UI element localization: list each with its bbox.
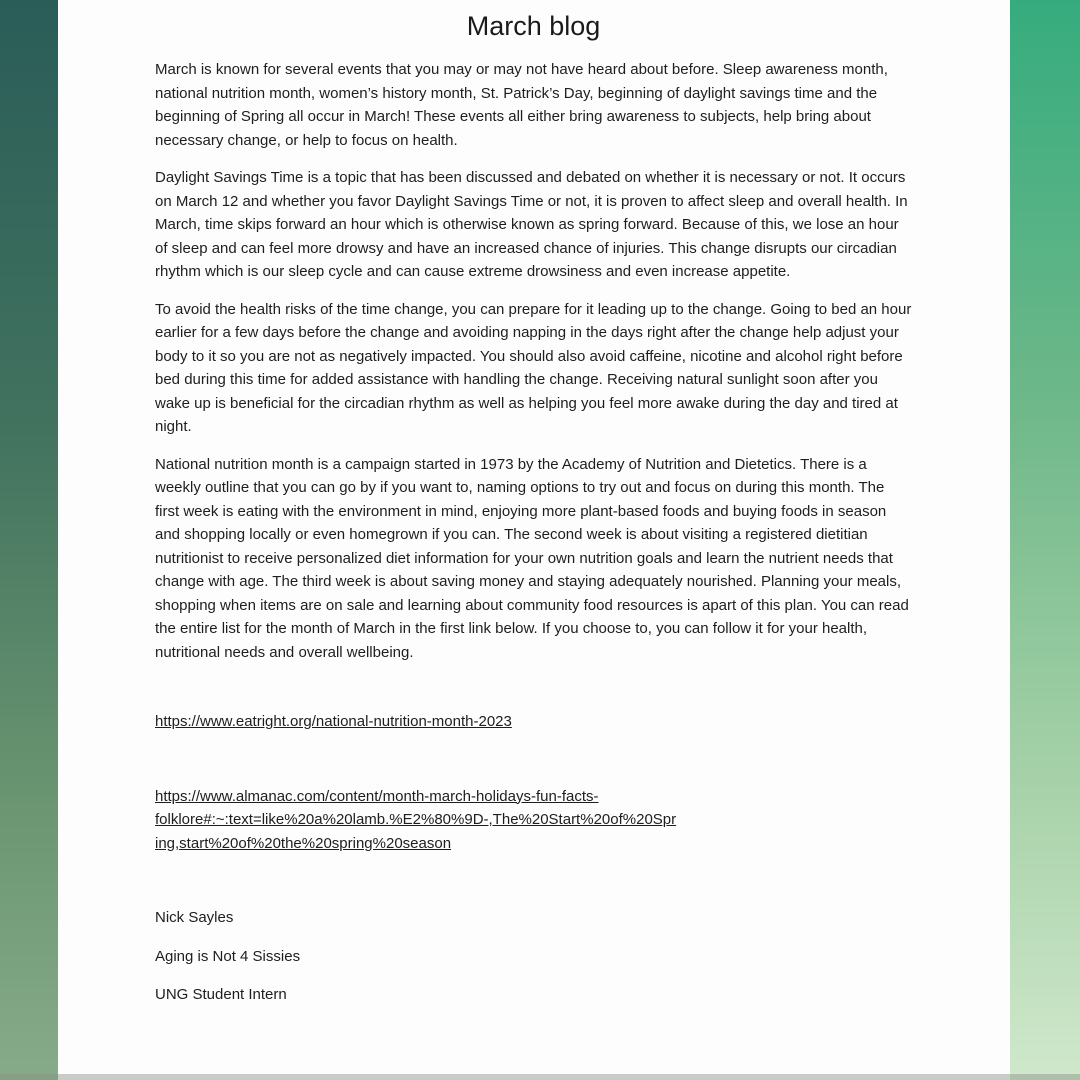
- paragraph-march-events: March is known for several events that you may or may not have heard about before. Sleep awareness month, national nutrition month, women’s history month, St. Patrick’s Day, beginning of daylight savings time and the beginning of Spring all occur in March! These events all either bring awareness to subjects, help bring about necessary change, or help to focus on health.: [155, 61, 888, 149]
- paragraph-nutrition-month: National nutrition month is a campaign started in 1973 by the Academy of Nutrition and Dietetics. There is a weekly outline that you can go by if you want to, naming options to try out and focus on during this month. The first week is eating with the environment in mind, enjoying more plant-based foods and buying foods in season and shopping locally or even homegrown if you can. The second week is about visiting a registered dietitian nutritionist to receive personalized diet information for your own nutrition goals and learn the nutrient needs that change with age. The third week is about saving money and staying adequately nourished. Planning your meals, shopping when items are on sale and learning about community food resources is apart of this plan. You can read the entire list for the month of March in the first link below. If you choose to, you can follow it for your health, nutritional needs and overall wellbeing.: [155, 455, 909, 661]
- bottom-edge-bar: [0, 1074, 1080, 1080]
- right-gradient-panel: [1010, 0, 1080, 1080]
- link-eatright[interactable]: https://www.eatright.org/national-nutrition-month-2023: [155, 713, 512, 730]
- signature-author-name: Nick Sayles: [155, 909, 234, 926]
- left-gradient-panel: [0, 0, 58, 1080]
- page-title: March blog: [466, 11, 601, 41]
- signature-block: [155, 906, 912, 1007]
- signature-organization: Aging is Not 4 Sissies: [155, 947, 301, 965]
- link-row-almanac: [155, 785, 912, 856]
- paragraph-time-change-tips: To avoid the health risks of the time change, you can prepare for it leading up to the change. Going to bed an hour earlier for a few days before the change and avoiding napping in the days right after the change help adjust your body to it so you are not as negatively impacted. You should also avoid caffeine, nicotine and alcohol right before bed during this time for added assistance with handling the change. Receiving natural sunlight soon after you wake up is beneficial for the circadian rhythm as well as helping you feel more awake during the day and tired at night.: [155, 300, 912, 435]
- link-row-eatright: [155, 710, 912, 734]
- paragraph-daylight-savings: Daylight Savings Time is a topic that has been discussed and debated on whether it is necessary or not. It occurs on March 12 and whether you favor Daylight Savings Time or not, it is proven to affect sleep and overall health. In March, time skips forward an hour which is otherwise known as spring forward. Because of this, we lose an hour of sleep and can feel more drowsy and have an increased chance of injuries. This change disrupts our circadian rhythm which is our sleep cycle and can cause extreme drowsiness and even increase appetite.: [155, 169, 908, 280]
- link-almanac[interactable]: https://www.almanac.com/content/month-march-holidays-fun-facts-folklore#:~:text=like%20a%20lamb.%E2%80%9D-,The%20Start%20of%20Spring,start%20of%20the%20spring%20season: [155, 787, 677, 852]
- document-body: [155, 58, 912, 664]
- signature-role: UNG Student Intern: [155, 986, 287, 1003]
- document-page: [58, 0, 1010, 1080]
